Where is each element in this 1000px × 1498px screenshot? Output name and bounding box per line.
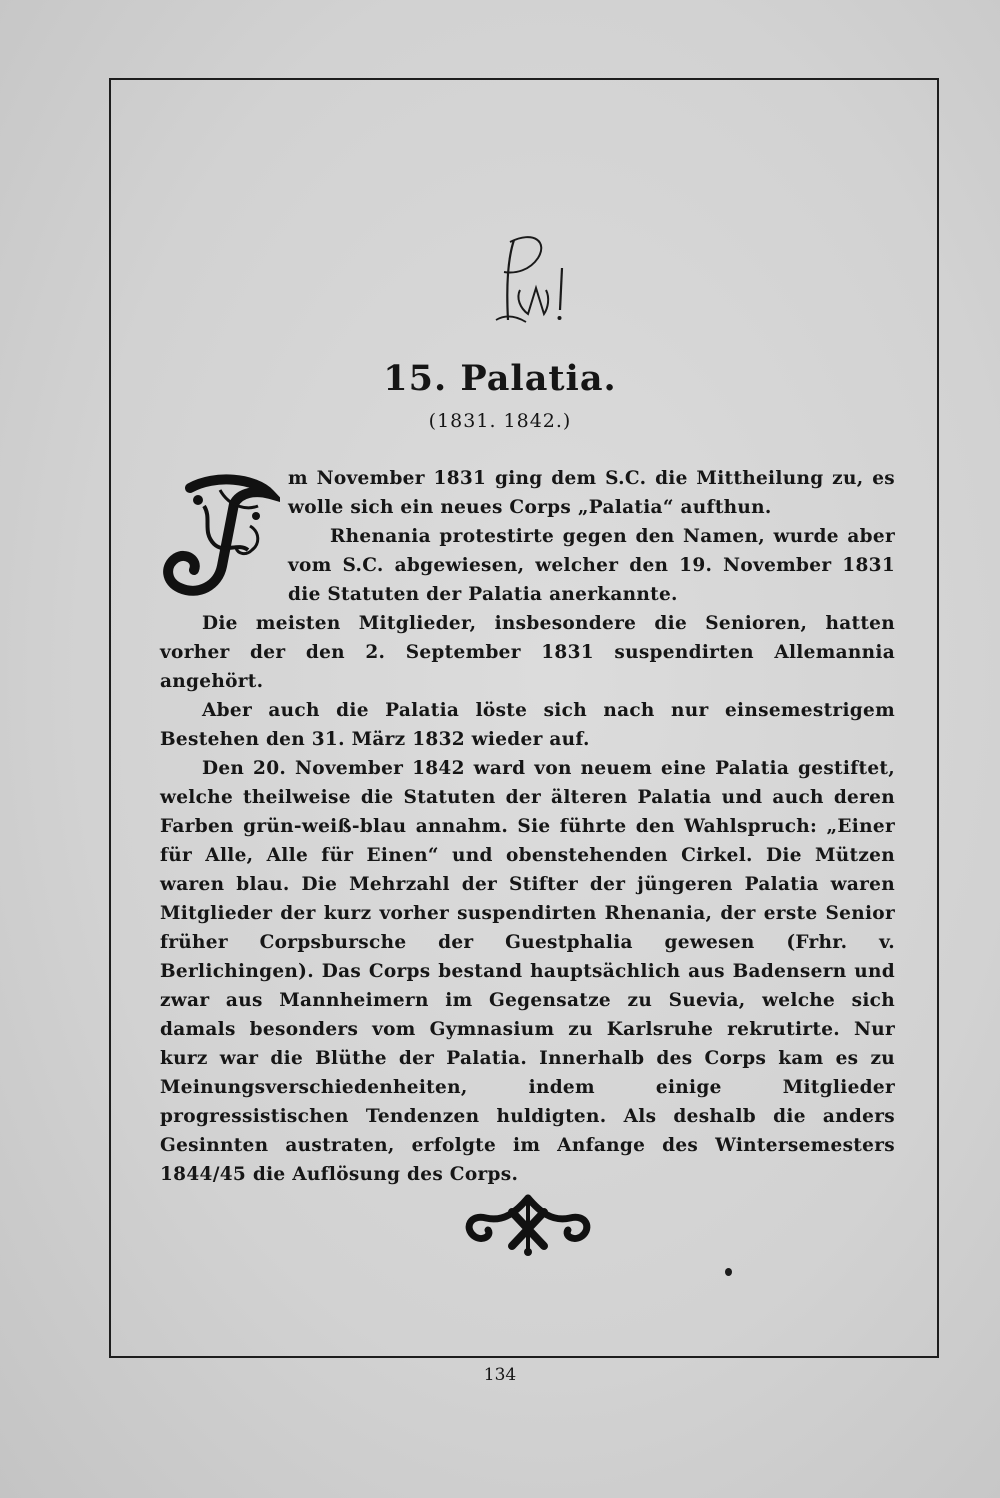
drop-cap-spacer <box>160 464 288 604</box>
corps-cipher-emblem <box>486 228 576 328</box>
paragraph-2: Rhenania protestirte gegen den Namen, wurde aber vom S.C. abgewiesen, welcher den 19. November 1831 die Statuten der Palatia anerkannte. <box>288 526 895 605</box>
paragraph-3: Die meisten Mitglieder, insbesondere die Senioren, hatten vorher der den 2. September 1831 suspendirten Allemannia angehört. <box>160 613 895 692</box>
year-range: (1831. 1842.) <box>428 410 572 432</box>
paragraph-4: Aber auch die Palatia löste sich nach nur einsemestrigem Bestehen den 31. März 1832 wieder auf. <box>160 700 895 750</box>
paragraph-5: Den 20. November 1842 ward von neuem eine Palatia gestiftet, welche theilweise die Statuten der älteren Palatia und auch deren Farben grün-weiß-blau annahm. Sie führte den Wahlspruch: „Einer für Alle, Alle für Einen“ und obenstehenden Cirkel. Die Mützen waren blau. Die Mehrzahl der Stifter der jüngeren Palatia waren Mitglieder der kurz vorher suspendirten Rhenania, der erste Senior früher Corpsbursche der Guestphalia gewesen (Frhr. v. Berlichingen). Das Corps bestand hauptsächlich aus Badensern und zwar aus Mannheimern im Gegensatze zu Suevia, welche sich damals besonders vom Gymnasium zu Karlsruhe rekrutirte. Nur kurz war die Blüthe der Palatia. Innerhalb des Corps kam es zu Meinungsverschiedenheiten, indem einige Mitglieder progressistischen Tendenzen huldigten. Als deshalb die anders Gesinnten austraten, erfolgte im Anfange des Wintersemesters 1844/45 die Auflösung des Corps. <box>160 758 895 1185</box>
printing-speck <box>725 1268 732 1276</box>
paragraph-1: m November 1831 ging dem S.C. die Mittheilung zu, es wolle sich ein neues Corps „Palatia“ aufthun. <box>288 468 895 518</box>
closing-ornament <box>456 1188 600 1258</box>
article-body <box>160 464 895 1189</box>
article-title: 15. Palatia. <box>383 358 617 399</box>
page-number: 134 <box>483 1365 517 1385</box>
